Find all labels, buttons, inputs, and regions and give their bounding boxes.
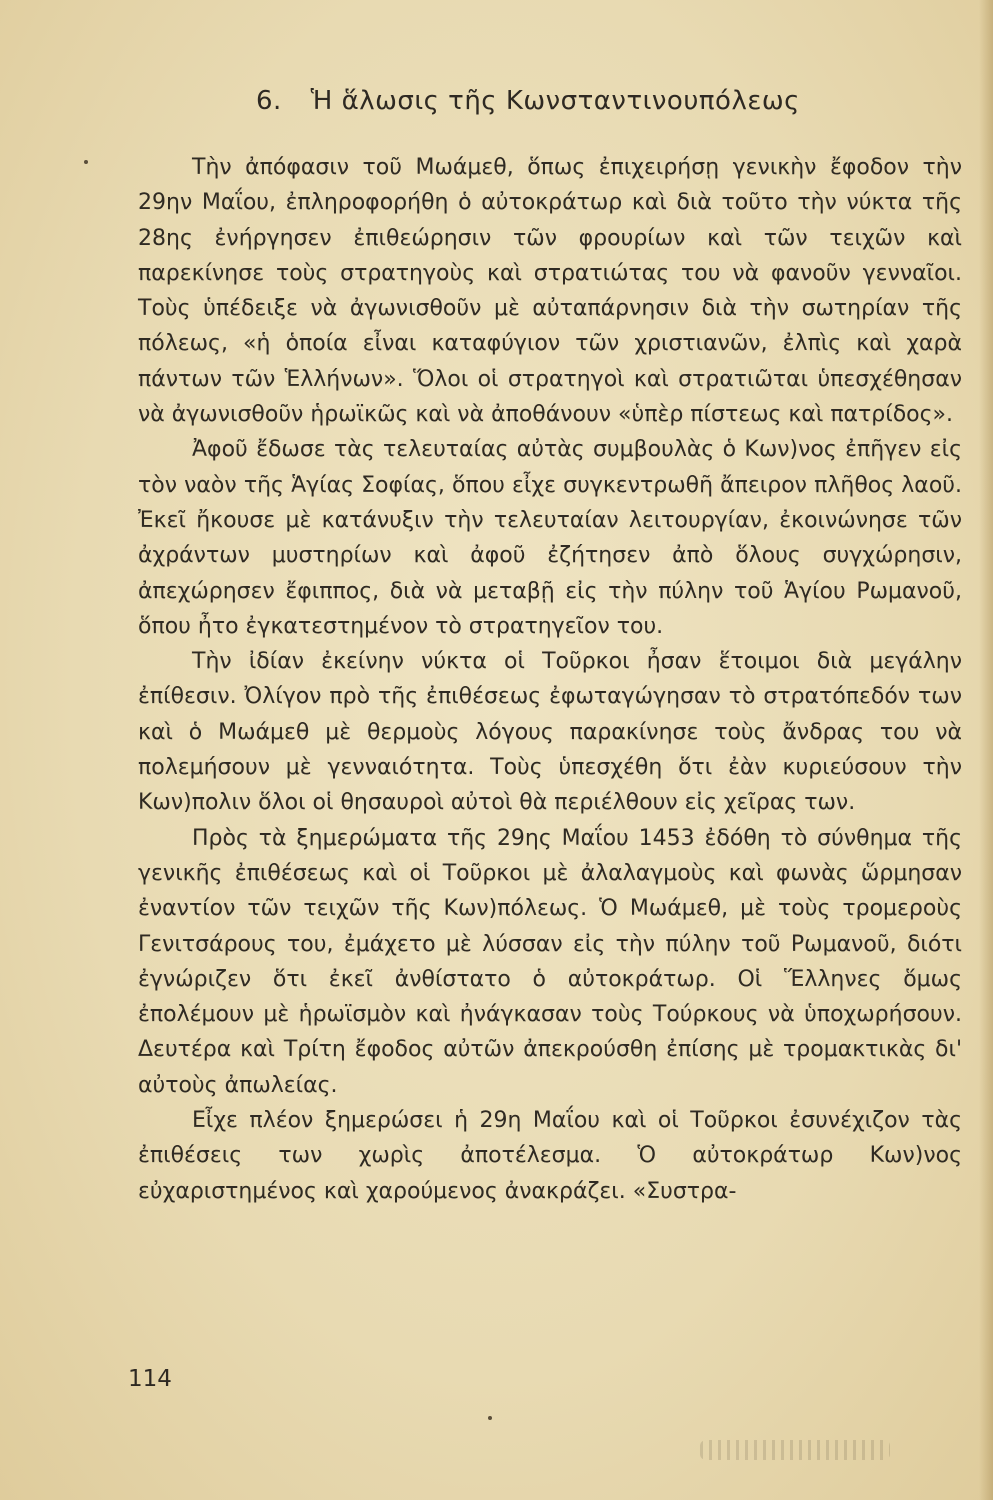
paragraph-2: Ἀφοῦ ἔδωσε τὰς τελευταίας αὐτὰς συμβουλὰς ὁ Κων)νος ἐπῆγεν εἰς τὸν ναὸν τῆς Ἁγίας Σοφίας, ὅπου εἶχε συγκεντρωθῆ ἄπειρον πλῆθος λαοῦ. Ἐκεῖ ἤκουσε μὲ κατάνυξιν τὴν τελευταίαν λειτουργίαν, ἐκοινώνησε τῶν ἀχράντων μυστηρίων καὶ ἀφοῦ ἐζήτησεν ἀπὸ ὅλους συγχώρησιν, ἀπεχώρησεν ἔφιππος, διὰ νὰ μεταβῇ εἰς τὴν πύλην τοῦ Ἁγίου Ρωμανοῦ, ὅπου ἦτο ἐγκατεστημένον τὸ στρατηγεῖον του. <box>138 437 962 639</box>
chapter-heading <box>256 86 800 116</box>
chapter-number: 6. <box>256 86 282 116</box>
ink-speck <box>84 160 88 164</box>
paragraph-5: Εἶχε πλέον ξημερώσει ἡ 29η Μαΐου καὶ οἱ Τοῦρκοι ἐσυνέχιζον τὰς ἐπιθέσεις των χωρὶς ἀποτέλεσμα. Ὁ αὐτοκράτωρ Κων)νος εὐχαριστημένος καὶ χαρούμενος ἀνακράζει. «Συστρα- <box>138 1108 962 1204</box>
chapter-body <box>138 150 962 1209</box>
page-edge-shadow <box>979 0 993 1500</box>
faint-bleed-through <box>700 1440 890 1460</box>
ink-speck <box>488 1416 492 1420</box>
page-number: 114 <box>128 1366 172 1392</box>
paragraph-1: Τὴν ἀπόφασιν τοῦ Μωάμεθ, ὅπως ἐπιχειρήσῃ γενικὴν ἔφοδον τὴν 29ην Μαΐου, ἐπληροφορήθη ὁ αὐτοκράτωρ καὶ διὰ τοῦτο τὴν νύκτα τῆς 28ης ἐνήργησεν ἐπιθεώρησιν τῶν φρουρίων καὶ τῶν τειχῶν καὶ παρεκίνησε τοὺς στρατηγοὺς καὶ στρατιώτας του νὰ φανοῦν γενναῖοι. Τοὺς ὑπέδειξε νὰ ἀγωνισθοῦν μὲ αὐταπάρνησιν διὰ τὴν σωτηρίαν τῆς πόλεως, «ἡ ὁποία εἶναι καταφύγιον τῶν χριστιανῶν, ἐλπὶς καὶ χαρὰ πάντων τῶν Ἑλλήνων». Ὅλοι οἱ στρατηγοὶ καὶ στρατιῶται ὑπεσχέθησαν νὰ ἀγωνισθοῦν ἡρωϊκῶς καὶ νὰ ἀποθάνουν «ὑπὲρ πίστεως καὶ πατρίδος». <box>138 155 962 428</box>
chapter-title: Ἡ ἅλωσις τῆς Κωνσταντινουπόλεως <box>310 86 800 116</box>
paragraph-3: Τὴν ἰδίαν ἐκείνην νύκτα οἱ Τοῦρκοι ἦσαν ἕτοιμοι διὰ μεγάλην ἐπίθεσιν. Ὀλίγον πρὸ τῆς ἐπιθέσεως ἐφωταγώγησαν τὸ στρατόπεδόν των καὶ ὁ Μωάμεθ μὲ θερμοὺς λόγους παρακίνησε τοὺς ἄνδρας του νὰ πολεμήσουν μὲ γενναιότητα. Τοὺς ὑπεσχέθη ὅτι ἐὰν κυριεύσουν τὴν Κων)πολιν ὅλοι οἱ θησαυροὶ αὐτοὶ θὰ περιέλθουν εἰς χεῖρας των. <box>138 649 962 816</box>
paragraph-4: Πρὸς τὰ ξημερώματα τῆς 29ης Μαΐου 1453 ἐδόθη τὸ σύνθημα τῆς γενικῆς ἐπιθέσεως καὶ οἱ Τοῦρκοι μὲ ἀλαλαγμοὺς καὶ φωνὰς ὥρμησαν ἐναντίον τῶν τειχῶν τῆς Κων)πόλεως. Ὁ Μωάμεθ, μὲ τοὺς τρομεροὺς Γενιτσάρους του, ἐμάχετο μὲ λύσσαν εἰς τὴν πύλην τοῦ Ρωμανοῦ, διότι ἐγνώριζεν ὅτι ἐκεῖ ἀνθίστατο ὁ αὐτοκράτωρ. Οἱ Ἕλληνες ὅμως ἐπολέμουν μὲ ἡρωϊσμὸν καὶ ἠνάγκασαν τοὺς Τούρκους νὰ ὑποχωρήσουν. Δευτέρα καὶ Τρίτη ἔφοδος αὐτῶν ἀπεκρούσθη ἐπίσης μὲ τρομακτικὰς δι' αὐτοὺς ἀπωλείας. <box>138 825 962 1098</box>
